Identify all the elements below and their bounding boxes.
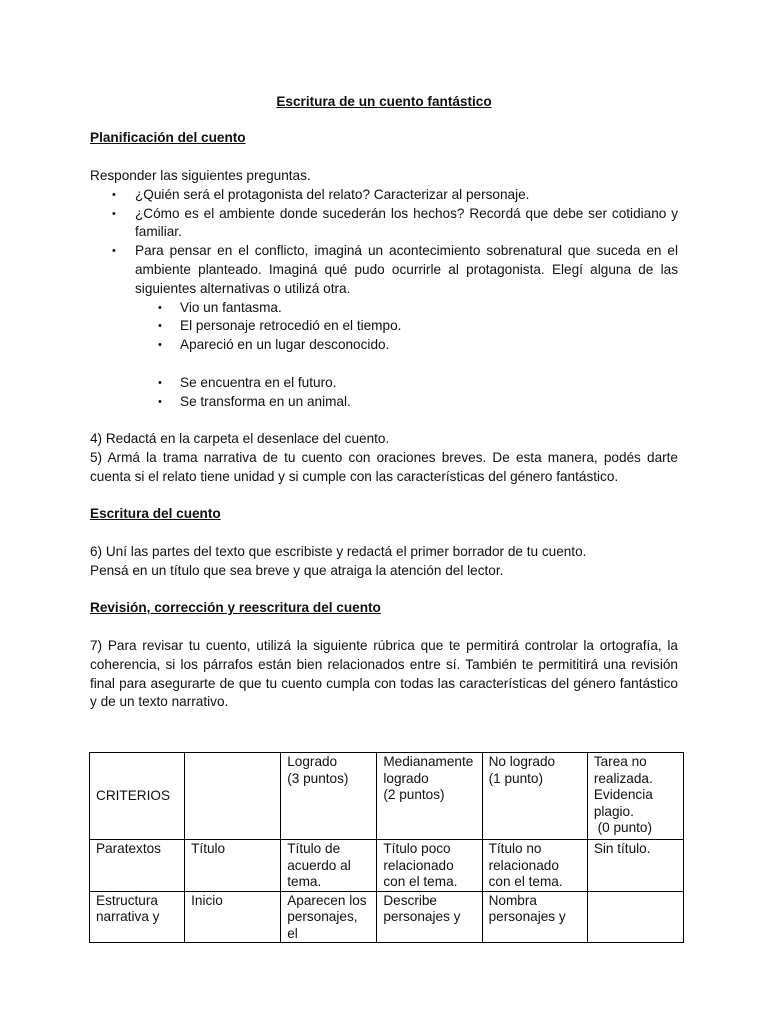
list-item xyxy=(90,242,678,298)
step-7: 7) Para revisar tu cuento, utilizá la siguiente rúbrica que te permitirá controlar la ortografía, la coherencia, si los párrafos están bien relacionados entre sí. También te permititirá una revisión final para asegurarte de que tu cuento cumpla con todas las características del género fantástico y de un texto narrativo. xyxy=(90,638,678,710)
list-item xyxy=(90,299,678,318)
cell-logrado: Título de acuerdo al tema. xyxy=(281,840,377,892)
list-item xyxy=(90,336,678,355)
bullet: • xyxy=(158,301,162,314)
document-title: Escritura de un cuento fantástico xyxy=(276,94,492,109)
step-6 xyxy=(90,543,678,581)
header-criterios: CRITERIOS xyxy=(90,753,185,840)
table-header-row xyxy=(90,753,684,840)
step-5: 5) Armá la trama narrativa de tu cuento con oraciones breves. De esta manera, podés darte cuenta si el relato tiene unidad y si cumple con las características del género fantástico. xyxy=(90,450,678,484)
bullet: • xyxy=(112,188,116,201)
list-item xyxy=(90,374,678,393)
bullet: • xyxy=(158,395,162,408)
alternative-text: Apareció en un lugar desconocido. xyxy=(180,337,390,353)
alternative-text: Se transforma en un animal. xyxy=(180,393,351,409)
intro-text: Responder las siguientes preguntas. xyxy=(90,168,311,183)
cell-medianamente: Describe personajes y xyxy=(377,891,482,943)
cell-medianamente: Título poco relacionado con el tema. xyxy=(377,840,482,892)
alternatives-list-2 xyxy=(90,374,678,412)
alternative-text: Vio un fantasma. xyxy=(180,299,282,315)
section-heading-revision: Revisión, corrección y reescritura del cuento xyxy=(90,600,381,615)
cell-logrado: Aparecen los personajes, el xyxy=(281,891,377,943)
section-heading-planificacion: Planificación del cuento xyxy=(90,130,246,145)
cell-criterio: Paratextos xyxy=(90,840,185,892)
list-item xyxy=(90,317,678,336)
bullet: • xyxy=(158,339,162,352)
bullet: • xyxy=(112,245,116,258)
step-6-line-2: Pensá en un título que sea breve y que atraiga la atención del lector. xyxy=(90,562,504,578)
cell-no-logrado: Título no relacionado con el tema. xyxy=(482,840,587,892)
cell-aspecto: Título xyxy=(185,840,281,892)
question-text: ¿Cómo es el ambiente donde sucederán los hechos? Recordá que debe ser cotidiano y familiar. xyxy=(135,205,678,240)
step-6-line-1: 6) Uní las partes del texto que escribiste y redactá el primer borrador de tu cuento. xyxy=(90,544,587,559)
list-item xyxy=(90,205,678,243)
step-4: 4) Redactá en la carpeta el desenlace del cuento. xyxy=(90,431,390,446)
alternatives-list xyxy=(90,299,678,355)
cell-no-realizada: Sin título. xyxy=(587,840,683,892)
cell-no-realizada xyxy=(587,891,683,943)
header-blank xyxy=(185,753,281,840)
bullet: • xyxy=(112,207,116,220)
cell-aspecto: Inicio xyxy=(185,891,281,943)
header-logrado: Logrado (3 puntos) xyxy=(281,753,377,840)
header-no-logrado: No logrado (1 punto) xyxy=(482,753,587,840)
list-item xyxy=(90,393,678,412)
list-item xyxy=(90,186,678,205)
cell-no-logrado: Nombra personajes y xyxy=(482,891,587,943)
bullet: • xyxy=(158,376,162,389)
rubric-table xyxy=(89,752,684,943)
question-list xyxy=(90,186,678,299)
section-heading-escritura: Escritura del cuento xyxy=(90,506,221,521)
header-medianamente: Medianamente logrado (2 puntos) xyxy=(377,753,482,840)
cell-criterio: Estructura narrativa y xyxy=(90,891,185,943)
planning-block xyxy=(90,167,678,411)
question-text: ¿Quién será el protagonista del relato? Caracterizar al personaje. xyxy=(135,186,530,202)
table-row xyxy=(90,840,684,892)
header-no-realizada: Tarea no realizada. Evidencia plagio. (0 punto) xyxy=(587,753,683,840)
alternative-text: Se encuentra en el futuro. xyxy=(180,374,337,390)
question-text: Para pensar en el conflicto, imaginá un acontecimiento sobrenatural que suceda en el ambiente planteado. Imaginá qué pudo ocurrirle al protagonista. Elegí alguna de las siguientes alternativas o utilizá otra. xyxy=(135,243,678,296)
alternative-text: El personaje retrocedió en el tiempo. xyxy=(180,318,402,334)
table-row xyxy=(90,891,684,943)
bullet: • xyxy=(158,320,162,333)
